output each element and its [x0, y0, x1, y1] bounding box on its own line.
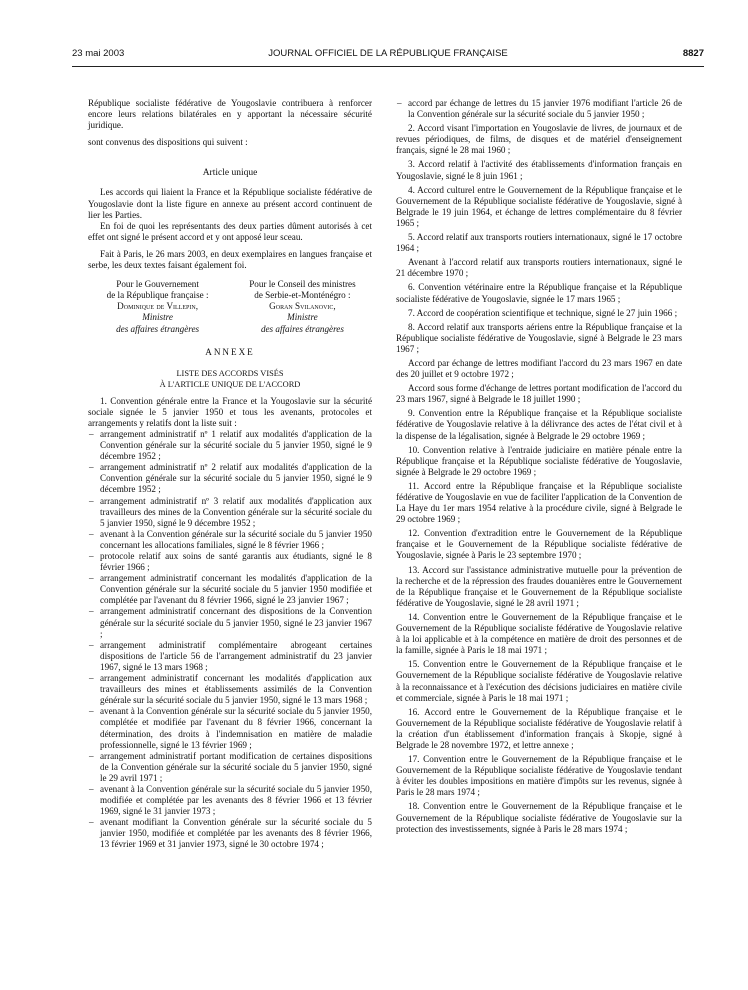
annexe-title: ANNEXE — [205, 346, 255, 357]
list-item: 10. Convention relative à l'entraide judiciaire en matière pénale entre la République française et la République socialiste fédérative de Yougoslavie, signée à Belgrade le 29 octobre 1969 ; — [396, 444, 682, 477]
signature-france — [88, 279, 227, 334]
header-page-number: 8827 — [682, 48, 704, 59]
list-item: Avenant à l'accord relatif aux transports routiers internationaux, signé le 21 décembre 1970 ; — [396, 257, 682, 279]
signatory-name: Goran Svilanovic, — [269, 301, 336, 312]
signature-line: Pour le Conseil des ministres — [249, 279, 356, 290]
list-item: 11. Accord entre la République française et la République socialiste fédérative de Yougoslavie en vue de faciliter l'application de la Convention de La Haye du 1er mars 1954 relative à la procédure civile, signé à Belgrade le 29 octobre 1969 ; — [396, 480, 682, 525]
list-item: 8. Accord relatif aux transports aériens entre la République française et la République socialiste fédérative de Yougoslavie, signé à Belgrade le 23 mars 1967 ; — [396, 321, 682, 354]
signatory-role: des affaires étrangères — [260, 323, 344, 334]
list-item: 15. Convention entre le Gouvernement de la République française et le Gouvernement de la République socialiste fédérative de Yougoslavie relative à la reconnaissance et à l'exécution des décisions judiciaires en matière civile et commerciale, signée à Paris le 18 mai 1971 ; — [396, 659, 682, 703]
signature-line: de la République française : — [106, 290, 209, 301]
list-item: – arrangement administratif concernant les modalités d'application aux travailleurs des mines et établissements assimilés de la Convention générale sur la sécurité sociale du 5 janvier 1950, signé le 13 mars 1968 ; — [100, 673, 372, 706]
list-item: – arrangement administratif portant modification de certaines dispositions de la Convention générale sur la sécurité sociale du 5 janvier 1950, signé le 29 avril 1971 ; — [100, 751, 372, 784]
list-item: 5. Accord relatif aux transports routiers internationaux, signé le 17 octobre 1964 ; — [396, 232, 682, 254]
intro-paragraph: République socialiste fédérative de Yougoslavie contribuera à renforcer encore leurs relations bilatérales en y apportant la nécessaire sécurité juridique. — [88, 98, 372, 131]
list-item: 6. Convention vétérinaire entre la République française et la République socialiste fédérative de Yougoslavie, signée le 17 mars 1965 ; — [396, 282, 682, 304]
list-item: – arrangement administratif concernant les modalités d'application de la Convention générale sur la sécurité sociale du 5 janvier 1950 modifiée et complétée par l'avenant du 8 février 1966, signé le 23 janvier 1967 ; — [100, 573, 372, 606]
list-item: 16. Accord entre le Gouvernement de la République française et le Gouvernement de la République socialiste fédérative de Yougoslavie relatif à la création d'un établissement d'information français à Skopje, signé à Belgrade le 28 novembre 1972, et lettre annexe ; — [396, 706, 682, 750]
list-item: 14. Convention entre le Gouvernement de la République française et le Gouvernement de la République socialiste fédérative de Yougoslavie relative à la loi applicable et à la compétence en matière de droit des personnes et de la famille, signée à Paris le 18 mai 1971 ; — [396, 611, 682, 656]
page-header — [72, 48, 704, 64]
article-paragraph: En foi de quoi les représentants des deux parties dûment autorisés à cet effet ont signé le présent accord et y ont apposé leur sceau. — [88, 220, 372, 242]
sub-item-list — [88, 429, 372, 851]
header-rule — [72, 66, 704, 67]
signature-line: de Serbie-et-Monténégro : — [254, 290, 351, 301]
signature-line: Pour le Gouvernement — [116, 279, 199, 290]
list-item: – avenant à la Convention générale sur la sécurité sociale du 5 janvier 1950 concernant les allocations familiales, signé le 8 février 1966 ; — [100, 529, 372, 551]
right-column — [396, 98, 682, 838]
signatory-role: Ministre — [142, 312, 173, 323]
list-item: 4. Accord culturel entre le Gouvernement de la République française et le Gouvernement de la République socialiste fédérative de Yougoslavie, signé à Belgrade le 19 juin 1964, et échange de lettres complémentaire du 8 février 1965 ; — [396, 184, 682, 228]
list-title: LISTE DES ACCORDS VISÉS — [176, 368, 284, 378]
signatory-role: Ministre — [287, 312, 318, 323]
list-item: 7. Accord de coopération scientifique et technique, signé le 27 juin 1966 ; — [408, 307, 678, 318]
list-item: – avenant modifiant la Convention générale sur la sécurité sociale du 5 janvier 1950, modifiée et complétée par les avenants des 8 février 1966, 13 février 1969 et 31 janvier 1973, signé le 30 octobre 1974 ; — [100, 817, 372, 850]
list-item: 1. Convention générale entre la France et la Yougoslavie sur la sécurité sociale signée le 5 janvier 1950 et tous les avenants, protocoles et arrangements y relatifs dont la liste suit : — [88, 395, 372, 428]
list-item: – arrangement administratif nº 2 relatif aux modalités d'application de la Convention générale sur la sécurité sociale du 5 janvier 1950, signé le 9 décembre 1952 ; — [100, 462, 372, 495]
list-item: 12. Convention d'extradition entre le Gouvernement de la République française et le Gouvernement de la République socialiste fédérative de Yougoslavie, signée à Paris le 23 septembre 1970 ; — [396, 528, 682, 561]
article-title: Article unique — [202, 168, 258, 179]
list-item: 3. Accord relatif à l'activité des établissements d'information français en Yougoslavie, signé le 8 juin 1961 ; — [396, 159, 682, 181]
sub-item-list — [396, 98, 682, 120]
left-column — [88, 98, 372, 851]
article-paragraph: Fait à Paris, le 26 mars 2003, en deux exemplaires en langues française et serbe, les deux textes faisant également foi. — [88, 248, 372, 271]
list-item: – avenant à la Convention générale sur la sécurité sociale du 5 janvier 1950, complétée et modifiée par l'avenant du 8 février 1966, concernant la détermination, des droits à l'indemnisation en matière de maladie professionnelle, signé le 13 février 1969 ; — [100, 706, 372, 750]
agreed-line: sont convenus des dispositions qui suivent : — [88, 137, 248, 148]
list-item: – arrangement administratif nº 3 relatif aux modalités d'application aux travailleurs des mines de la Convention générale sur la sécurité sociale du 5 janvier 1950, signé le 9 décembre 1952 ; — [100, 496, 372, 529]
list-item: – accord par échange de lettres du 15 janvier 1976 modifiant l'article 26 de la Convention générale sur la sécurité sociale du 5 janvier 1950 ; — [408, 98, 682, 120]
list-item: Accord sous forme d'échange de lettres portant modification de l'accord du 23 mars 1967, signé à Belgrade le 18 juillet 1990 ; — [396, 383, 682, 405]
list-item: – arrangement administratif nº 1 relatif aux modalités d'application de la Convention générale sur la sécurité sociale du 5 janvier 1950, signé le 9 décembre 1952 ; — [100, 429, 372, 462]
header-journal-title: JOURNAL OFFICIEL DE LA RÉPUBLIQUE FRANÇAISE — [268, 48, 508, 59]
list-subtitle: À L'ARTICLE UNIQUE DE L'ACCORD — [159, 379, 301, 389]
signature-serbia — [233, 279, 372, 334]
list-item: 2. Accord visant l'importation en Yougoslavie de livres, de journaux et de revues périodiques, de films, de disques et de matériel d'enseignement français, signé le 28 mai 1960 ; — [396, 123, 682, 156]
list-item: 9. Convention entre la République française et la République socialiste fédérative de Yougoslavie relative à la délivrance des actes de l'état civil et à la dispense de la légalisation, signée à Belgrade le 29 octobre 1969 ; — [396, 408, 682, 441]
signatory-name: Dominique de Villepin, — [117, 301, 198, 312]
signatures — [88, 279, 372, 334]
list-item: – avenant à la Convention générale sur la sécurité sociale du 5 janvier 1950, modifiée et complétée par les avenants des 8 février 1966 et 13 février 1969, signé le 31 janvier 1973 ; — [100, 784, 372, 817]
list-item: – arrangement administratif complémentaire abrogeant certaines dispositions de l'article 56 de l'arrangement administratif du 23 janvier 1967, signé le 13 mars 1968 ; — [100, 640, 372, 673]
list-item: Accord par échange de lettres modifiant l'accord du 23 mars 1967 en date des 20 juillet et 9 octobre 1972 ; — [396, 357, 682, 380]
list-item: – arrangement administratif concernant des dispositions de la Convention générale sur la sécurité sociale du 5 janvier 1950, signé le 23 janvier 1967 ; — [100, 606, 372, 639]
list-item: 17. Convention entre le Gouvernement de la République française et le Gouvernement de la République socialiste fédérative de Yougoslavie tendant à éviter les doubles impositions en matière d'impôts sur les revenus, signée à Paris le 28 mars 1974 ; — [396, 754, 682, 798]
list-item: 13. Accord sur l'assistance administrative mutuelle pour la prévention de la recherche et de la répression des fraudes douanières entre le Gouvernement de la République française et le Gouvernement de la République socialiste fédérative de Yougoslavie, signé le 28 avril 1971 ; — [396, 564, 682, 608]
list-item: – protocole relatif aux soins de santé garantis aux étudiants, signé le 8 février 1966 ; — [100, 551, 372, 573]
signatory-role: des affaires étrangères — [116, 323, 200, 334]
list-item: 18. Convention entre le Gouvernement de la République française et le Gouvernement de la République socialiste fédérative de Yougoslavie sur la protection des investissements, signée à Paris le 28 mars 1974 ; — [396, 801, 682, 834]
article-paragraph: Les accords qui liaient la France et la République socialiste fédérative de Yougoslavie dont la liste figure en annexe au présent accord continuent de lier les Parties. — [88, 187, 372, 220]
header-date: 23 mai 2003 — [72, 48, 125, 59]
